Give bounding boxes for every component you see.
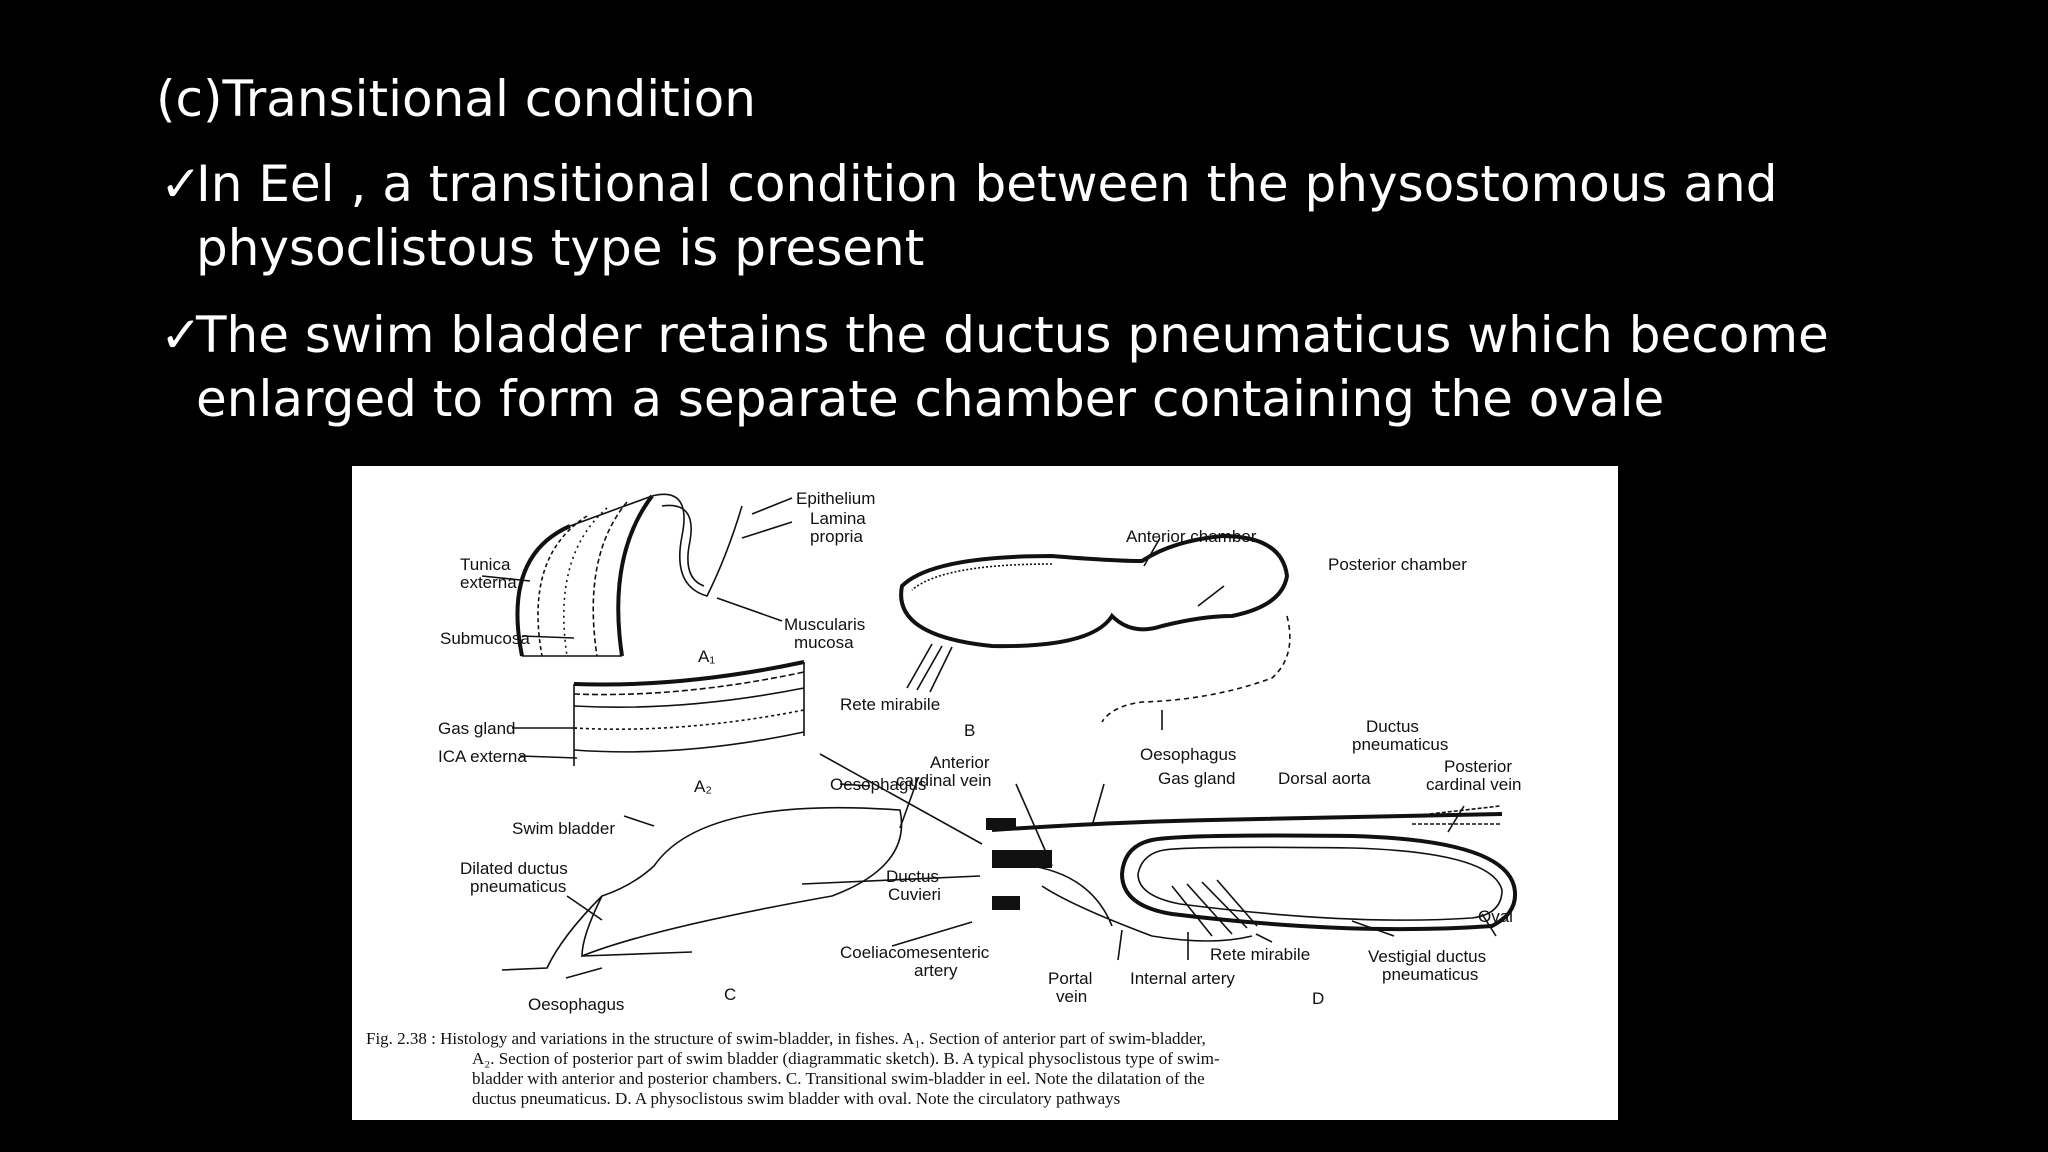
label-anterior-chamber: Anterior chamber bbox=[1126, 527, 1257, 546]
label-pneumaticus-c: pneumaticus bbox=[470, 877, 567, 896]
label-oesophagus-d: Oesophagus bbox=[830, 775, 927, 794]
label-a2: A₂ bbox=[694, 777, 712, 796]
checkmark-icon: ✓ bbox=[160, 306, 202, 364]
label-ica-externa: ICA externa bbox=[438, 747, 527, 766]
label-rete-mirabile-d: Rete mirabile bbox=[1210, 945, 1311, 964]
caption-line-1: Fig. 2.38 : Histology and variations in the structure of swim-bladder, in fishes. A₁. Section of anterior part of swim-bladder, bbox=[366, 1029, 1206, 1048]
label-muscularis: Muscularis bbox=[784, 615, 866, 634]
slide-title: (c)Transitional condition bbox=[156, 70, 756, 128]
label-oesophagus-b: Oesophagus bbox=[1140, 745, 1237, 764]
caption-line-4: ductus pneumaticus. D. A physoclistous swim bladder with oval. Note the circulatory pathways bbox=[472, 1089, 1121, 1108]
label-dorsal-aorta: Dorsal aorta bbox=[1278, 769, 1371, 788]
label-lamina: Lamina bbox=[810, 509, 866, 528]
label-tunica: Tunica bbox=[460, 555, 511, 574]
label-ductus: Ductus bbox=[1366, 717, 1419, 736]
caption-line-3: bladder with anterior and posterior chambers. C. Transitional swim-bladder in eel. Note the dilatation of the bbox=[472, 1069, 1205, 1088]
label-ductus-d: Ductus bbox=[886, 867, 939, 886]
bullet-1-line-1: In Eel , a transitional condition between the physostomous and bbox=[196, 155, 1778, 213]
label-vein: vein bbox=[1056, 987, 1088, 1006]
label-gas-gland: Gas gland bbox=[438, 719, 516, 738]
label-propria: propria bbox=[810, 527, 863, 546]
bullet-2 bbox=[160, 303, 2020, 431]
label-rete-mirabile-b: Rete mirabile bbox=[840, 695, 941, 714]
bullet-2-line-2: enlarged to form a separate chamber containing the ovale bbox=[196, 370, 1665, 428]
label-cardinal-vein-p: cardinal vein bbox=[1426, 775, 1522, 794]
bullet-1 bbox=[160, 152, 2020, 280]
label-cardinal-vein: cardinal vein bbox=[896, 771, 992, 790]
label-dilated-ductus: Dilated ductus bbox=[460, 859, 568, 878]
label-swim-bladder: Swim bladder bbox=[512, 819, 615, 838]
label-artery: artery bbox=[914, 961, 958, 980]
label-externa: externa bbox=[460, 573, 517, 592]
label-vestigial: Vestigial ductus bbox=[1368, 947, 1487, 966]
label-epithelium: Epithelium bbox=[796, 489, 876, 508]
label-coeliacomesenteric: Coeliacomesenteric bbox=[840, 943, 990, 962]
caption-line-2: A₂. Section of posterior part of swim bladder (diagrammatic sketch). B. A typical physoclistous type of swim- bbox=[472, 1049, 1220, 1068]
label-anterior: Anterior bbox=[930, 753, 990, 772]
label-gas-gland-d: Gas gland bbox=[1158, 769, 1236, 788]
diagram-b bbox=[901, 536, 1290, 730]
bullet-1-line-2: physoclistous type is present bbox=[196, 219, 925, 277]
label-c: C bbox=[724, 985, 737, 1004]
label-pneumaticus: pneumaticus bbox=[1352, 735, 1449, 754]
label-submucosa: Submucosa bbox=[440, 629, 530, 648]
checkmark-icon: ✓ bbox=[160, 155, 202, 213]
label-b: B bbox=[964, 721, 976, 740]
bullet-2-line-1: The swim bladder retains the ductus pneumaticus which become bbox=[196, 306, 1829, 364]
label-posterior: Posterior bbox=[1444, 757, 1513, 776]
label-portal: Portal bbox=[1048, 969, 1093, 988]
label-oval: Oval bbox=[1478, 907, 1513, 926]
label-internal-artery: Internal artery bbox=[1130, 969, 1235, 988]
label-a1: A₁ bbox=[698, 647, 716, 666]
label-pneumaticus-d: pneumaticus bbox=[1382, 965, 1479, 984]
diagram-a2 bbox=[512, 662, 804, 766]
label-mucosa: mucosa bbox=[794, 633, 854, 652]
label-cuvieri: Cuvieri bbox=[888, 885, 941, 904]
label-oesophagus-c: Oesophagus bbox=[528, 995, 625, 1014]
swim-bladder-figure bbox=[352, 466, 1618, 1120]
figure-diagram bbox=[352, 466, 1618, 1120]
label-d: D bbox=[1312, 989, 1325, 1008]
label-posterior-chamber: Posterior chamber bbox=[1328, 555, 1467, 574]
